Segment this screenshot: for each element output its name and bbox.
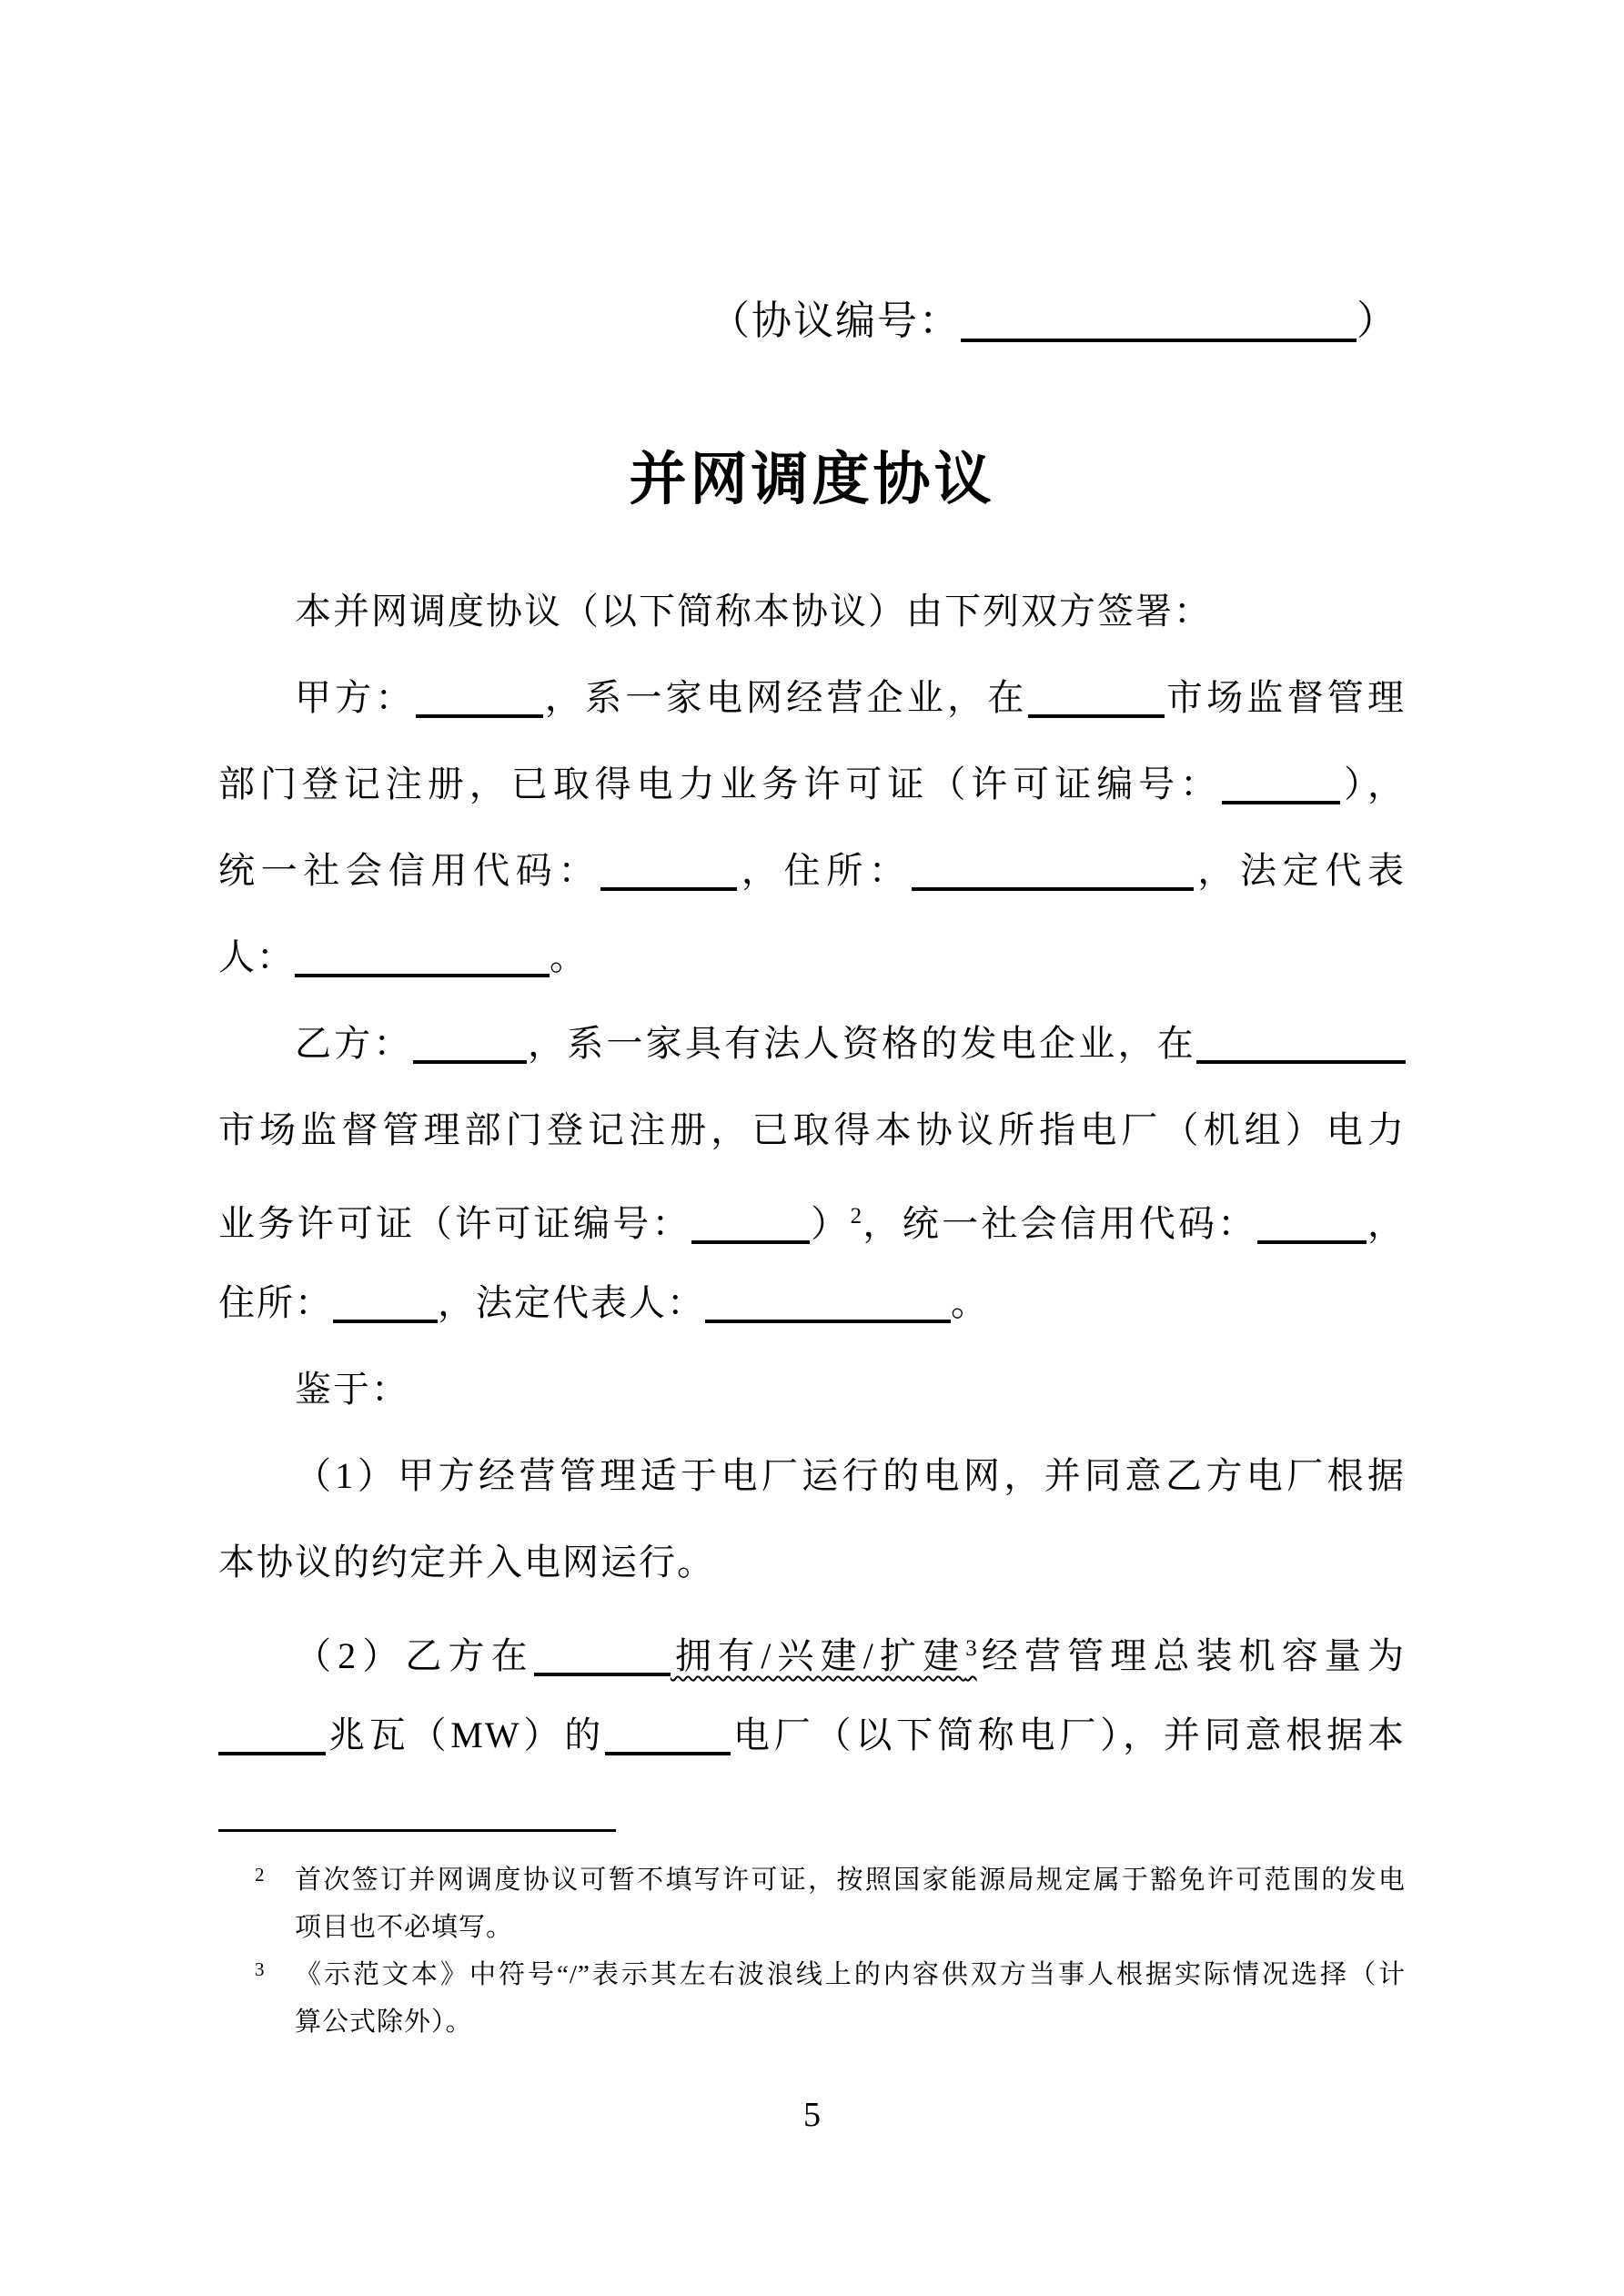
text-run: ，系一家电网经营企业，在 (542, 677, 1028, 718)
blank-field (416, 714, 543, 718)
footnote-line: 算公式除外）。 (295, 2008, 473, 2037)
body-line (218, 568, 1406, 654)
text-run: ，住所： (737, 850, 912, 891)
body-line (218, 741, 1406, 827)
blank-field (605, 1752, 731, 1755)
text-run: 部门登记注册，已取得电力业务许可证（许可证编号： (218, 764, 1223, 804)
text-run: ）， (1340, 764, 1407, 804)
body-line (218, 1173, 1406, 1259)
text-run: ） (809, 1203, 851, 1244)
text-run: 本并网调度协议（以下简称本协议）由下列双方签署： (295, 591, 1212, 632)
text-run: ，法定代表 (1193, 850, 1407, 891)
text-run: 本协议的约定并入电网运行。 (218, 1542, 715, 1583)
body-line (218, 1087, 1406, 1173)
body-line (218, 1692, 1406, 1778)
blank-field (1196, 1060, 1406, 1064)
document-title: 并网调度协议 (629, 448, 995, 511)
text-run: 统一社会信用代码： (218, 850, 601, 891)
text-run: 住所： (218, 1282, 333, 1323)
text-run: 经营管理总装机容量为 (976, 1635, 1407, 1676)
page-number: 5 (803, 2096, 821, 2134)
footnote (218, 1951, 1406, 2046)
text-run: ） (1357, 298, 1398, 343)
text-run: 鉴于： (295, 1369, 409, 1410)
body-line (218, 654, 1406, 741)
footnote-line: 《示范文本》中符号“/”表示其左右波浪线上的内容供双方当事人根据实际情况选择（计 (295, 1960, 1406, 1989)
body-line (218, 1432, 1406, 1519)
text-run: ，统一社会信用代码： (862, 1203, 1257, 1244)
text-run: 甲方： (295, 677, 416, 718)
text-run: （1）甲方经营管理适于电厂运行的电网，并同意乙方电厂根据 (295, 1455, 1406, 1496)
blank-field (600, 887, 737, 891)
blank-field (333, 1320, 438, 1323)
text-run: 兆瓦（MW）的 (326, 1714, 606, 1755)
document-body (218, 568, 1406, 1778)
footnote-ref: 3 (965, 1636, 977, 1661)
text-run: 电厂（以下简称电厂），并同意根据本 (731, 1714, 1406, 1755)
footnotes (218, 1856, 1406, 2046)
body-line (218, 1000, 1406, 1087)
wavy-choice: 拥有/兴建/扩建$^3$ (670, 1635, 977, 1676)
body-line (218, 827, 1406, 914)
blank-field (295, 974, 550, 977)
text-run: ， (1366, 1203, 1407, 1244)
text-run: 市场监督管理部门登记注册，已取得本协议所指电厂（机组）电力 (218, 1109, 1406, 1150)
footnote (218, 1856, 1406, 1951)
agreement-number-line (710, 288, 1398, 346)
footnote-line: 项目也不必填写。 (295, 1913, 514, 1942)
text-run: 。 (951, 1282, 989, 1323)
blank-field (534, 1673, 671, 1676)
text-run: 人： (218, 936, 295, 977)
blank-field (961, 339, 1357, 342)
body-line (218, 1259, 1406, 1346)
text-run: 。 (550, 936, 588, 977)
body-line (218, 1346, 1406, 1432)
footnote-ref: 2 (850, 1204, 862, 1229)
footnote-separator (218, 1829, 616, 1832)
text-run: 市场监督管理 (1164, 677, 1407, 718)
body-line (218, 1519, 1406, 1605)
blank-field (1028, 714, 1165, 718)
text-run: （2）乙方在 (295, 1635, 534, 1676)
footnote-marker: 2 (255, 1864, 265, 1886)
text-run: ，法定代表人： (438, 1282, 705, 1323)
body-line (218, 914, 1406, 1000)
blank-field (218, 1752, 326, 1755)
text-run: 业务许可证（许可证编号： (218, 1203, 691, 1244)
text-run: 乙方： (295, 1023, 413, 1064)
blank-field (705, 1320, 951, 1323)
blank-field (1222, 801, 1340, 804)
footnote-line: 首次签订并网调度协议可暂不填写许可证，按照国家能源局规定属于豁免许可范围的发电 (295, 1866, 1406, 1895)
blank-field (691, 1240, 810, 1244)
blank-field (912, 887, 1194, 891)
body-line (218, 1605, 1406, 1692)
blank-field (1257, 1240, 1367, 1244)
blank-field (413, 1060, 527, 1064)
text-run: （协议编号： (710, 298, 961, 343)
footnote-marker: 3 (255, 1958, 265, 1980)
text-run: ，系一家具有法人资格的发电企业，在 (526, 1023, 1197, 1064)
